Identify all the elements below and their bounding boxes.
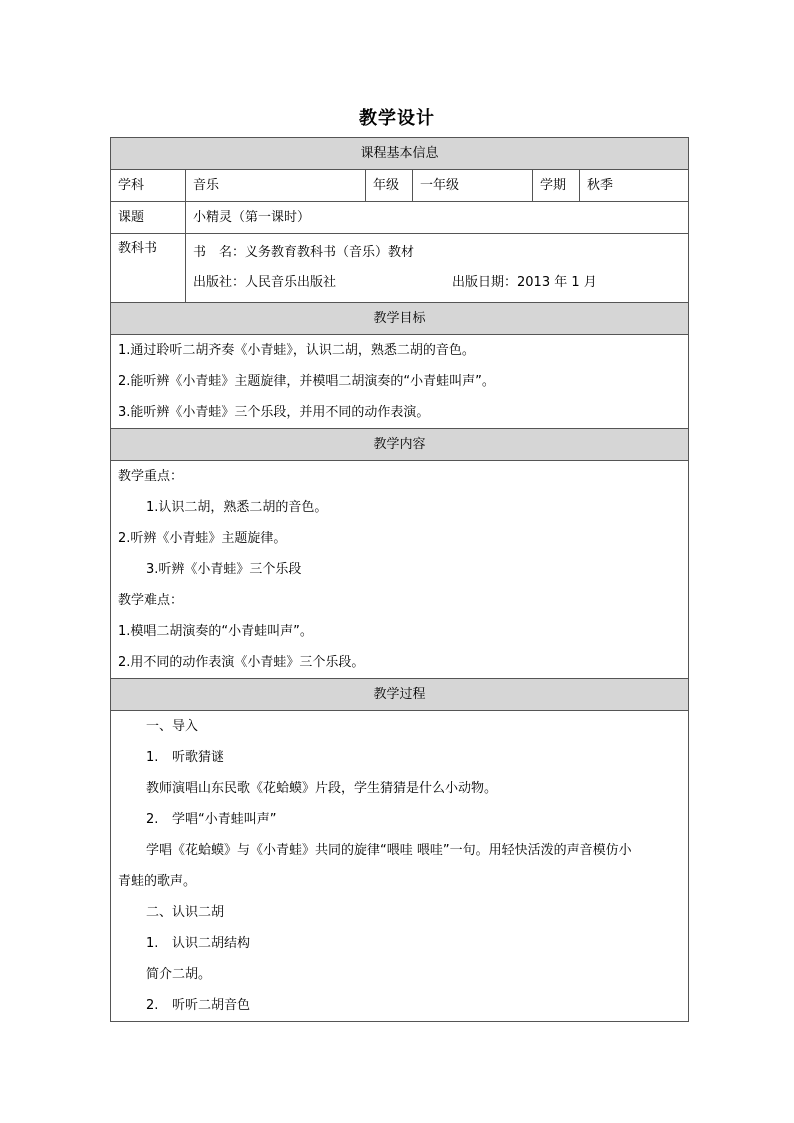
goal-item: 2.能听辨《小青蛙》主题旋律，并模唱二胡演奏的“小青蛙叫声”。 [118,374,495,389]
basic-info-header-row [111,138,689,170]
key-points-label: 教学重点： [118,469,184,484]
step-text-continued: 青蛙的歌声。 [118,874,197,889]
process-header-row [111,679,689,711]
goals-header-row [111,303,689,335]
step-text: 教师演唱山东民歌《花蛤蟆》片段，学生猜猜是什么小动物。 [146,781,498,796]
content-cell [111,461,689,679]
step-heading [118,990,681,1021]
step-title: 认识二胡结构 [172,936,251,951]
section-intro-title: 一、导入 [146,719,199,734]
difficult-point-item: 1.模唱二胡演奏的“小青蛙叫声”。 [118,624,313,639]
topic-value: 小精灵（第一课时） [186,202,689,234]
step-title: 听歌猜谜 [172,750,225,765]
process-header: 教学过程 [111,679,689,711]
topic-label: 课题 [111,202,186,234]
step-heading [118,742,681,773]
grade-label: 年级 [366,170,413,202]
subject-row [111,170,689,202]
content-row [111,461,689,679]
step-number: 2. [146,812,159,827]
difficult-points-label: 教学难点： [118,593,184,608]
step-heading [118,928,681,959]
publisher: 出版社：人民音乐出版社 [193,275,337,290]
content-header: 教学内容 [111,429,689,461]
term-value: 秋季 [580,170,689,202]
section-erhu-title: 二、认识二胡 [146,905,225,920]
topic-row [111,202,689,234]
textbook-row [111,234,689,303]
lesson-plan-table [110,137,689,1022]
term-label: 学期 [533,170,580,202]
step-text: 学唱《花蛤蟆》与《小青蛙》共同的旋律“喂哇 喂哇”一句。用轻快活泼的声音模仿小 [146,843,632,858]
goal-item: 1.通过聆听二胡齐奏《小青蛙》，认识二胡，熟悉二胡的音色。 [118,343,475,358]
content-header-row [111,429,689,461]
step-title: 学唱“小青蛙叫声” [172,812,277,827]
textbook-info [186,234,689,303]
publisher-line [193,268,681,298]
goals-header: 教学目标 [111,303,689,335]
step-heading [118,804,681,835]
step-number: 1. [146,750,159,765]
key-point-item: 1.认识二胡，熟悉二胡的音色。 [146,500,328,515]
key-point-item: 2.听辨《小青蛙》主题旋律。 [118,531,287,546]
goal-item: 3.能听辨《小青蛙》三个乐段，并用不同的动作表演。 [118,405,430,420]
textbook-label: 教科书 [111,234,186,303]
publish-date: 出版日期：2013 年 1 月 [452,275,597,290]
step-text: 简介二胡。 [146,967,212,982]
document-title: 教学设计 [359,108,435,129]
step-number: 1. [146,936,159,951]
process-row [111,711,689,1022]
goals-row [111,335,689,429]
goals-cell [111,335,689,429]
difficult-point-item: 2.用不同的动作表演《小青蛙》三个乐段。 [118,655,365,670]
process-cell [111,711,689,1022]
grade-value: 一年级 [413,170,533,202]
key-point-item: 3.听辨《小青蛙》三个乐段 [146,562,302,577]
subject-label: 学科 [111,170,186,202]
step-number: 2. [146,998,159,1013]
basic-info-header: 课程基本信息 [111,138,689,170]
subject-value: 音乐 [186,170,366,202]
step-title: 听听二胡音色 [172,998,251,1013]
book-name: 书 名：义务教育教科书（音乐）教材 [193,245,415,260]
book-name-line [193,238,681,268]
